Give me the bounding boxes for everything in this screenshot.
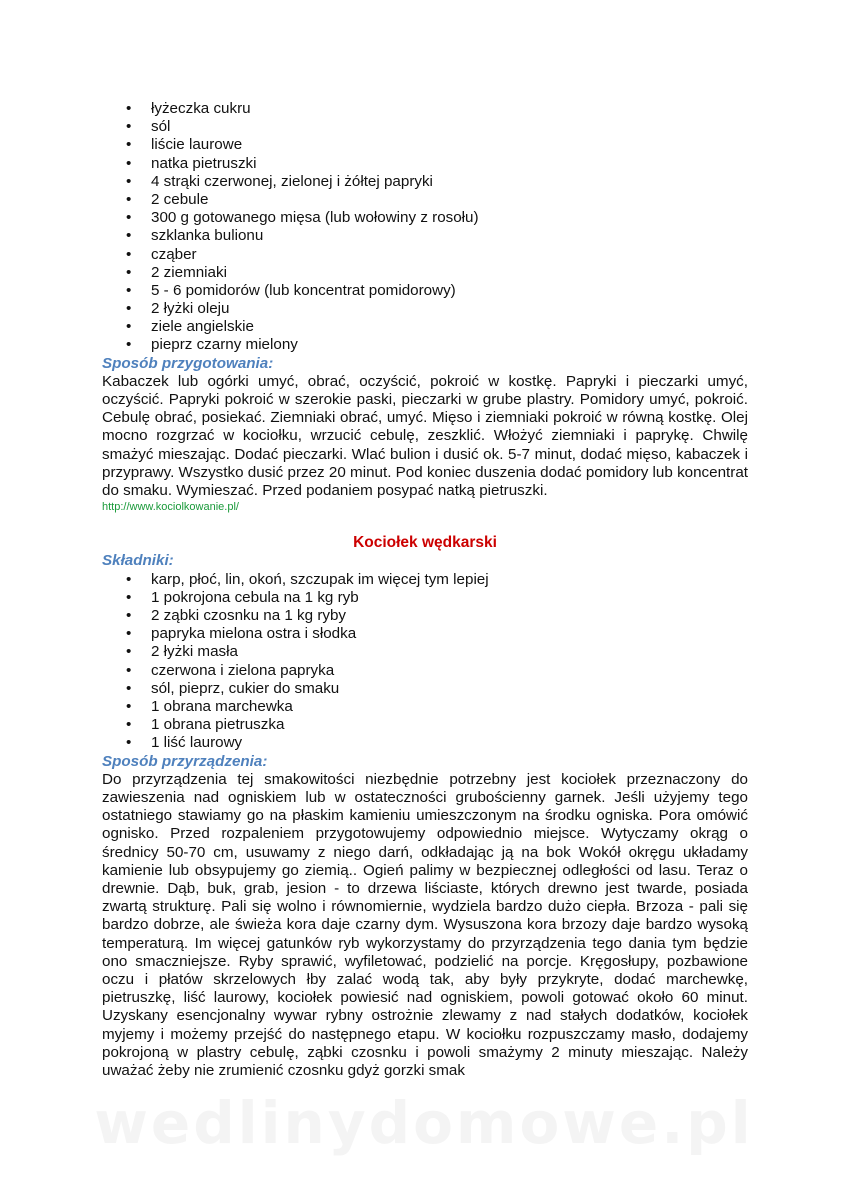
method-text-1: Kabaczek lub ogórki umyć, obrać, oczyścić, pokroić w kostkę. Papryki i pieczarki umyć, oczyścić. Papryki pokroić w szerokie paski, pieczarki w grube plastry. Pomidory umyć, pokroić. Cebulę obrać, posiekać. Ziemniaki obrać, umyć. Mięso i ziemniaki pokroić w równą kostkę. Olej mocno rozgrzać w kociołku, wrzucić cebulę, zeszklić. Włożyć ziemniaki i paprykę. Chwilę smażyć mieszając. Dodać pieczarki. Wlać bulion i dusić ok. 5-7 minut, dodać mięso, kabaczek i przyprawy. Wszystko dusić przez 20 minut. Pod koniec duszenia dodać pomidory lub koncentrat do smaku. Wymieszać. Przed podaniem posypać natką pietruszki. bbox=[102, 372, 748, 500]
method-text-2: Do przyrządzenia tej smakowitości niezbędnie potrzebny jest kociołek przeznaczony do zawieszenia nad ogniskiem lub w ostateczności grubościenny garnek. Jeśli użyjemy tego ostatniego stawiamy go na płaskim kamieniu umieszczonym na środku ogniska. Pora omówić ognisko. Przed rozpaleniem przygotowujemy odpowiednio miejsce. Wytyczamy okrąg o średnicy 50-70 cm, usuwamy z niego darń, odkładając ją na bok Wokół okręgu układamy kamienie lub obsypujemy go ziemią.. Ogień palimy w bezpiecznej odległości od lasu. Teraz o drewnie. Dąb, buk, grab, jesion - to drzewa liściaste, których drewno jest twarde, posiada zwartą strukturę. Pali się wolno i równomiernie, wydziela bardzo dużo ciepła. Brzoza - pali się bardzo dobrze, ale świeża kora daje czarny dym. Wysuszona kora brzozy daje bardzo wysoką temperaturą. Im więcej gatunków ryb wykorzystamy do przyrządzenia tego dania tym będzie ono smaczniejsze. Ryby sprawić, wyfiletować, podzielić na porcje. Kręgosłupy, pozbawione oczu i płatów skrzelowych łby zalać wodą tak, aby były przykryte, dodać marchewkę, pietruszkę, liść laurowy, kociołek powiesić nad ogniskiem, powoli gotować około 60 minut. Uzyskany esencjonalny wywar rybny ostrożnie zlewamy z nad stałych dodatków, kociołek myjemy i możemy przejść do następnego etapu. W kociołku rozpuszczamy masło, dodajemy pokrojoną w plastry cebulę, ząbki czosnku i powoli smażymy 2 minuty mieszając. Należy uważać żeby nie zrumienić czosnku gdyż gorzki smak bbox=[102, 770, 748, 1079]
list-item: • 1 pokrojona cebula na 1 kg ryb bbox=[102, 589, 748, 607]
list-item: • cząber bbox=[102, 246, 748, 264]
method-heading-1: Sposób przygotowania: bbox=[102, 354, 274, 372]
list-item: • 1 liść laurowy bbox=[102, 734, 748, 752]
list-item: • 1 obrana pietruszka bbox=[102, 716, 748, 734]
method-heading-2: Sposób przyrządzenia: bbox=[102, 752, 268, 770]
list-item: • szklanka bulionu bbox=[102, 227, 748, 245]
list-item: • 2 ząbki czosnku na 1 kg ryby bbox=[102, 607, 748, 625]
list-item: • sól, pieprz, cukier do smaku bbox=[102, 680, 748, 698]
list-item: • 300 g gotowanego mięsa (lub wołowiny z rosołu) bbox=[102, 209, 748, 227]
source-link[interactable]: http://www.kociolkowanie.pl/ bbox=[102, 501, 239, 514]
ingredients-list-1 bbox=[102, 100, 748, 355]
list-item: • liście laurowe bbox=[102, 136, 748, 154]
list-item: • czerwona i zielona papryka bbox=[102, 662, 748, 680]
list-item: • 2 łyżki oleju bbox=[102, 300, 748, 318]
list-item: • pieprz czarny mielony bbox=[102, 336, 748, 354]
list-item: • łyżeczka cukru bbox=[102, 100, 748, 118]
list-item: • sól bbox=[102, 118, 748, 136]
ingredients-heading: Składniki: bbox=[102, 552, 174, 570]
list-item: • 2 ziemniaki bbox=[102, 264, 748, 282]
list-item: • 4 strąki czerwonej, zielonej i żółtej papryki bbox=[102, 173, 748, 191]
list-item: • natka pietruszki bbox=[102, 155, 748, 173]
ingredients-list-2 bbox=[102, 571, 748, 753]
watermark: wedlinydomowe.pl bbox=[94, 1089, 754, 1157]
list-item: • ziele angielskie bbox=[102, 318, 748, 336]
list-item: • papryka mielona ostra i słodka bbox=[102, 625, 748, 643]
list-item: • karp, płoć, lin, okoń, szczupak im więcej tym lepiej bbox=[102, 571, 748, 589]
list-item: • 2 łyżki masła bbox=[102, 643, 748, 661]
list-item: • 1 obrana marchewka bbox=[102, 698, 748, 716]
list-item: • 5 - 6 pomidorów (lub koncentrat pomidorowy) bbox=[102, 282, 748, 300]
document-page bbox=[102, 100, 748, 1080]
recipe-title: Kociołek wędkarski bbox=[353, 534, 497, 552]
list-item: • 2 cebule bbox=[102, 191, 748, 209]
